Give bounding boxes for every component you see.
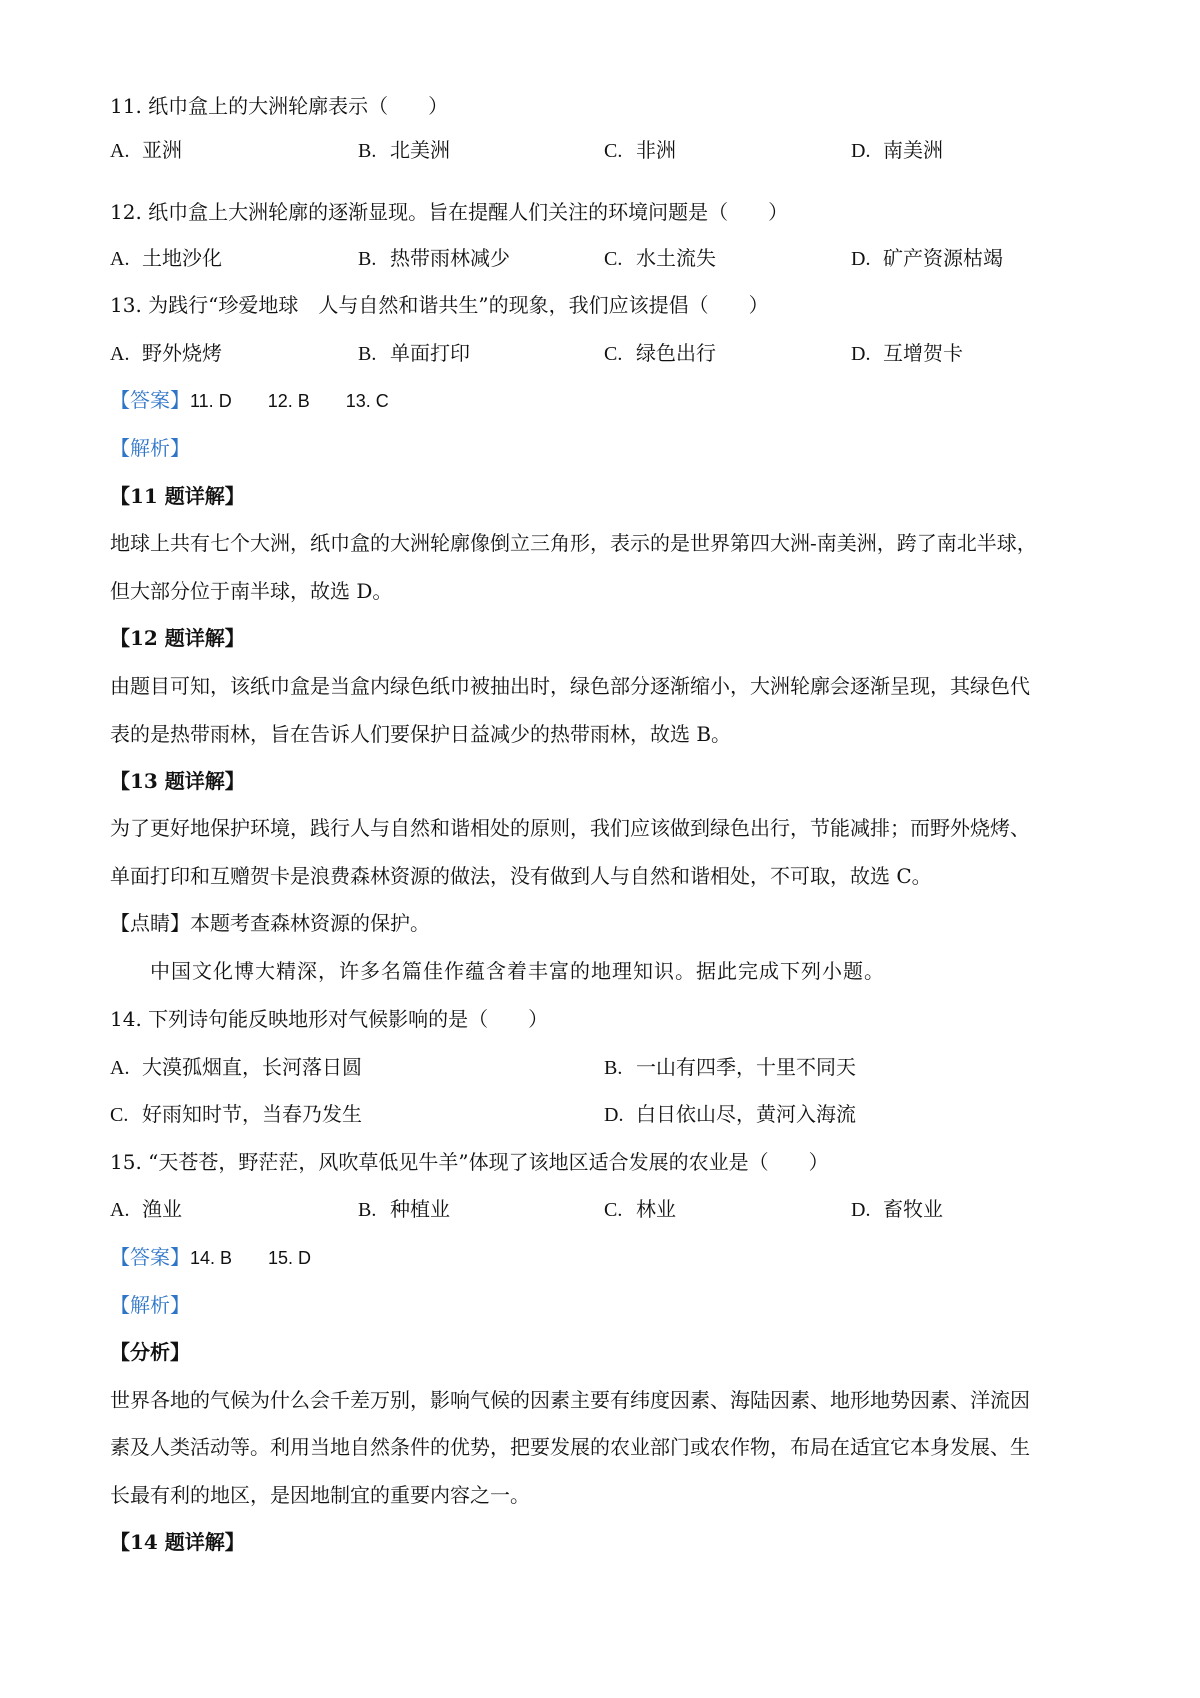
option-a: A. 渔业 — [110, 1197, 182, 1221]
option-b: B. 热带雨林减少 — [358, 246, 510, 270]
detail-13-heading: 【13 题详解】 — [110, 769, 245, 793]
option-a: A. 土地沙化 — [110, 246, 222, 270]
detail-12-line: 由题目可知，该纸巾盒是当盒内绿色纸巾被抽出时，绿色部分逐渐缩小，大洲轮廓会逐渐呈现，其绿色代 — [110, 674, 1030, 698]
answer-item: 11. D — [190, 391, 232, 411]
option-b: B. 一山有四季，十里不同天 — [604, 1055, 856, 1079]
detail-11-line: 但大部分位于南半球，故选 D。 — [110, 579, 393, 603]
answer-item: 12. B — [267, 391, 310, 411]
option-d: D. 南美洲 — [851, 138, 943, 162]
detail-12-heading: 【12 题详解】 — [110, 626, 245, 650]
option-c: C. 绿色出行 — [604, 341, 716, 365]
option-d: D. 畜牧业 — [851, 1197, 943, 1221]
analysis-line: 素及人类活动等。利用当地自然条件的优势，把要发展的农业部门或农作物，布局在适宜它本身发展、生 — [110, 1435, 1030, 1459]
analysis-heading: 【分析】 — [110, 1340, 190, 1364]
answer-tag: 【答案】 — [110, 1245, 190, 1269]
question-15-stem: 15. “天苍苍，野茫茫，风吹草低见牛羊”体现了该地区适合发展的农业是（ ） — [110, 1150, 829, 1174]
reading-passage: 中国文化博大精深，许多名篇佳作蕴含着丰富的地理知识。据此完成下列小题。 — [150, 959, 885, 983]
detail-11-heading: 【11 题详解】 — [110, 484, 245, 508]
option-d: D. 互增贺卡 — [851, 341, 963, 365]
option-d: D. 白日依山尽，黄河入海流 — [604, 1102, 856, 1126]
option-b: B. 单面打印 — [358, 341, 470, 365]
option-d: D. 矿产资源枯竭 — [851, 246, 1003, 270]
answer-item: 13. C — [345, 391, 389, 411]
option-c: C. 好雨知时节，当春乃发生 — [110, 1102, 362, 1126]
analysis-line: 长最有利的地区，是因地制宜的重要内容之一。 — [110, 1483, 530, 1507]
option-c: C. 非洲 — [604, 138, 676, 162]
answer-block-2 — [110, 1242, 1104, 1273]
question-13-stem: 13. 为践行“珍爱地球 人与自然和谐共生”的现象，我们应该提倡（ ） — [110, 293, 769, 317]
answer-item: 14. B — [190, 1248, 233, 1268]
detail-14-heading: 【14 题详解】 — [110, 1530, 245, 1554]
detail-11-line: 地球上共有七个大洲，纸巾盒的大洲轮廓像倒立三角形，表示的是世界第四大洲-南美洲，跨了南北半球， — [110, 531, 1037, 555]
option-b: B. 北美洲 — [358, 138, 450, 162]
option-c: C. 水土流失 — [604, 246, 716, 270]
detail-12-line: 表的是热带雨林，旨在告诉人们要保护日益减少的热带雨林，故选 B。 — [110, 722, 732, 746]
answer-block-1 — [110, 385, 1104, 416]
question-14-stem: 14. 下列诗句能反映地形对气候影响的是（ ） — [110, 1007, 549, 1031]
analysis-line: 世界各地的气候为什么会千差万别，影响气候的因素主要有纬度因素、海陆因素、地形地势因素、洋流因 — [110, 1388, 1030, 1412]
option-c: C. 林业 — [604, 1197, 676, 1221]
option-a: A. 大漠孤烟直，长河落日圆 — [110, 1055, 362, 1079]
question-12-stem: 12. 纸巾盒上大洲轮廓的逐渐显现。旨在提醒人们关注的环境问题是（ ） — [110, 200, 789, 224]
option-a: A. 亚洲 — [110, 138, 182, 162]
question-11-stem: 11. 纸巾盒上的大洲轮廓表示（ ） — [110, 94, 449, 118]
option-a: A. 野外烧烤 — [110, 341, 222, 365]
detail-13-line: 为了更好地保护环境，践行人与自然和谐相处的原则，我们应该做到绿色出行，节能减排；而野外烧烤、 — [110, 816, 1030, 840]
analysis-tag-1: 【解析】 — [110, 436, 190, 460]
tip-line: 【点睛】本题考查森林资源的保护。 — [110, 911, 430, 935]
option-b: B. 种植业 — [358, 1197, 450, 1221]
answer-item: 15. D — [268, 1248, 312, 1268]
detail-13-line: 单面打印和互赠贺卡是浪费森林资源的做法，没有做到人与自然和谐相处，不可取，故选 C。 — [110, 864, 932, 888]
answer-tag: 【答案】 — [110, 388, 190, 412]
analysis-tag-2: 【解析】 — [110, 1293, 190, 1317]
